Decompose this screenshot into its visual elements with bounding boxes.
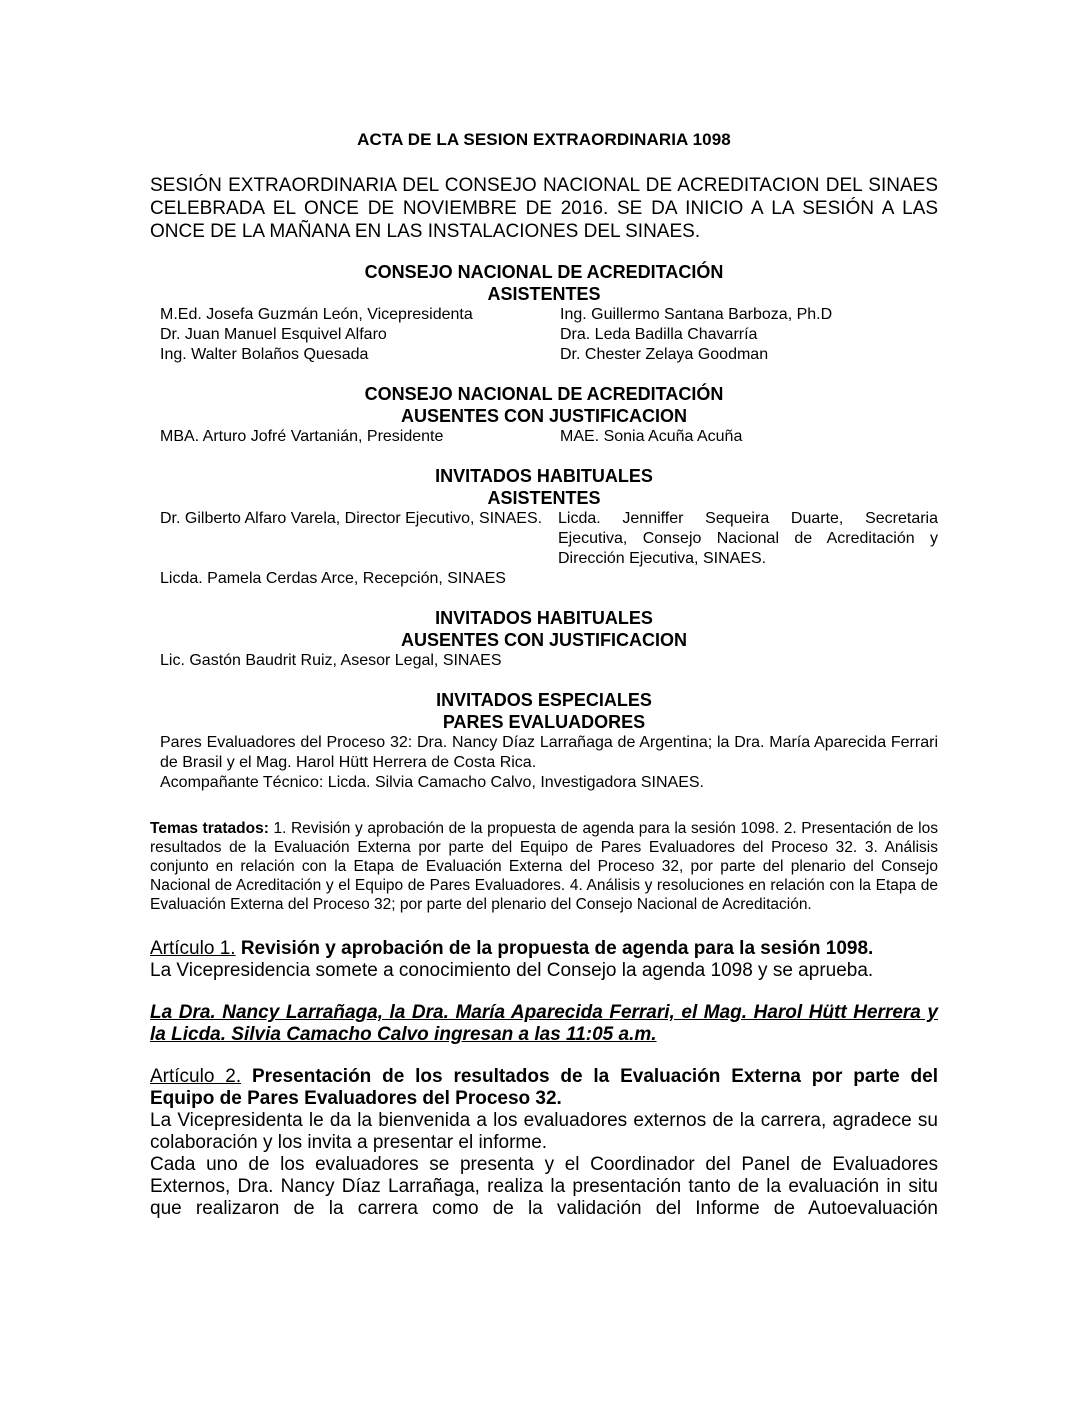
section-subheading: AUSENTES CON JUSTIFICACION: [400, 406, 688, 426]
absentee: MBA. Arturo Jofré Vartanián, Presidente: [160, 428, 444, 445]
section-guests-absent: [150, 607, 938, 671]
guest-row: [160, 569, 938, 589]
attendee: Dr. Juan Manuel Esquivel Alfaro: [160, 326, 387, 343]
guest: Licda. Jenniffer Sequeira Duarte, Secretaria Ejecutiva, Consejo Nacional de Acreditación y Dirección Ejecutiva, SINAES.: [558, 510, 938, 567]
article-2-label: Artículo 2.: [150, 1066, 242, 1087]
article-2-heading: Presentación de los resultados de la Evaluación Externa por parte del Equipo de Pares Evaluadores del Proceso 32.: [150, 1066, 938, 1109]
section-subheading: ASISTENTES: [487, 284, 601, 304]
absentee-row: [160, 427, 938, 447]
guest-row: [160, 509, 938, 569]
attendee-row: [160, 345, 938, 365]
guest: Dr. Gilberto Alfaro Varela, Director Ejecutivo, SINAES.: [160, 510, 543, 527]
section-special-guests: [150, 689, 938, 793]
section-council-absent: [150, 383, 938, 447]
topics-label: Temas tratados:: [150, 820, 269, 837]
document-title: ACTA DE LA SESION EXTRAORDINARIA 1098: [357, 130, 731, 149]
section-subheading: ASISTENTES: [487, 488, 601, 508]
section-heading: CONSEJO NACIONAL DE ACREDITACIÓN: [364, 262, 724, 282]
topics-text: 1. Revisión y aprobación de la propuesta de agenda para la sesión 1098. 2. Presentación de los resultados de la Evaluación Externa por parte del Equipo de Pares Evaluadores del Proceso 32. 3. Análisis conjunto en relación con la Etapa de Evaluación Externa del Proceso 32, por parte del plenario del Consejo Nacional de Acreditación y el Equipo de Pares Evaluadores. 4. Análisis y resoluciones en relación con la Etapa de Evaluación Externa del Proceso 32; por parte del plenario del Consejo Nacional de Acreditación.: [150, 820, 938, 913]
section-heading: CONSEJO NACIONAL DE ACREDITACIÓN: [364, 384, 724, 404]
guest-absent: Lic. Gastón Baudrit Ruiz, Asesor Legal, SINAES: [160, 652, 502, 669]
article-2: [150, 1066, 938, 1220]
document-body: [150, 130, 938, 1240]
article-1-heading: Revisión y aprobación de la propuesta de agenda para la sesión 1098.: [235, 938, 874, 959]
entry-notice: La Dra. Nancy Larrañaga, la Dra. María Aparecida Ferrari, el Mag. Harol Hütt Herrera y la Licda. Silvia Camacho Calvo ingresan a las 11:05 a.m.: [150, 1002, 938, 1045]
guest-list: [160, 509, 938, 589]
attendee-row: [160, 305, 938, 325]
attendee-list: [160, 305, 938, 365]
attendee-row: [160, 325, 938, 345]
absentee-list: [160, 427, 938, 447]
section-council-present: [150, 261, 938, 365]
article-2-title: [150, 1066, 938, 1110]
absentee: MAE. Sonia Acuña Acuña: [560, 428, 743, 445]
special-guest-list: [160, 733, 938, 793]
article-2-body: Cada uno de los evaluadores se presenta y el Coordinador del Panel de Evaluadores Externos, Dra. Nancy Díaz Larrañaga, realiza la presentación tanto de la evaluación in situ que realizaron de la carrera como de la validación del Informe de Autoevaluación: [150, 1154, 938, 1219]
section-guests-present: [150, 465, 938, 589]
article-2-body: La Vicepresidenta le da la bienvenida a los evaluadores externos de la carrera, agradece su colaboración y los invita a presentar el informe.: [150, 1110, 938, 1153]
article-1-label: Artículo 1.: [150, 938, 236, 959]
section-subheading: AUSENTES CON JUSTIFICACION: [400, 630, 688, 650]
technical-companion: Acompañante Técnico: Licda. Silvia Camacho Calvo, Investigadora SINAES.: [160, 774, 704, 791]
section-heading: INVITADOS HABITUALES: [435, 608, 653, 628]
section-heading: INVITADOS ESPECIALES: [436, 690, 652, 710]
section-heading: INVITADOS HABITUALES: [435, 466, 653, 486]
attendee: Ing. Walter Bolaños Quesada: [160, 346, 369, 363]
topics-paragraph: [150, 819, 938, 914]
attendee: Ing. Guillermo Santana Barboza, Ph.D: [560, 306, 833, 323]
guest: Licda. Pamela Cerdas Arce, Recepción, SINAES: [160, 570, 506, 587]
peer-evaluators: Pares Evaluadores del Proceso 32: Dra. Nancy Díaz Larrañaga de Argentina; la Dra. María Aparecida Ferrari de Brasil y el Mag. Harol Hütt Herrera de Costa Rica.: [160, 734, 938, 771]
session-intro: SESIÓN EXTRAORDINARIA DEL CONSEJO NACIONAL DE ACREDITACION DEL SINAES CELEBRADA EL ONCE DE NOVIEMBRE DE 2016. SE DA INICIO A LA SESIÓN A LAS ONCE DE LA MAÑANA EN LAS INSTALACIONES DEL SINAES.: [150, 175, 938, 242]
article-1-title: [150, 938, 938, 960]
guest-absent-list: [160, 651, 938, 671]
attendee: Dra. Leda Badilla Chavarría: [560, 326, 758, 343]
attendee: M.Ed. Josefa Guzmán León, Vicepresidenta: [160, 306, 473, 323]
section-subheading: PARES EVALUADORES: [442, 712, 646, 732]
article-1-body: La Vicepresidencia somete a conocimiento del Consejo la agenda 1098 y se aprueba.: [150, 960, 874, 981]
attendee: Dr. Chester Zelaya Goodman: [560, 346, 769, 363]
article-1: [150, 938, 938, 982]
